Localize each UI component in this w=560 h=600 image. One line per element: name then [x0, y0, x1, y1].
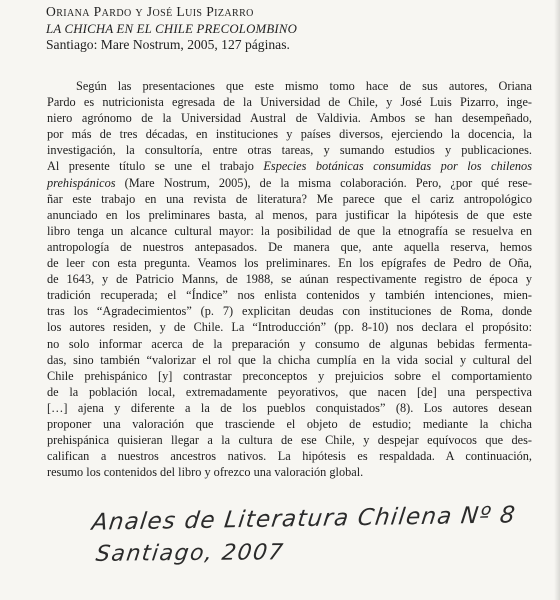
line-text: […] ajena y diferente a la de los pueblos conquistados” (8). Los autores desean	[47, 400, 532, 415]
line-text: investigación, la consultoría, entre otras tareas, y sumando estudios y publicaciones.	[47, 143, 532, 158]
review-line	[47, 432, 532, 448]
review-line	[47, 126, 532, 142]
line-text: antropología de nuestros antepasados. De manera que, ante aquella reserva, hemos	[47, 239, 532, 254]
line-text: de 1643, y de Patricio Manns, de 1988, se aúnan respectivamente registro de época y	[47, 272, 532, 287]
line-text: Chile prehispánico [y] contrastar preconceptos y prejuicios sobre el comportamiento	[47, 368, 532, 383]
review-line	[47, 255, 532, 271]
review-line	[47, 271, 532, 287]
review-line	[47, 175, 532, 191]
review-line	[47, 448, 532, 464]
bibliographic-reference	[46, 4, 297, 54]
review-line	[47, 319, 532, 335]
review-line	[47, 368, 532, 384]
handwritten-source-note: Anales de Literatura Chilena Nº 8	[90, 502, 518, 536]
line-text: no solo informar acerca de la preparación y consumo de algunas bebidas fermenta-	[47, 336, 532, 351]
review-body	[47, 78, 532, 480]
line-text: das, sino también “valorizar el rol que la chicha cumplía en la vida social y cultural del	[47, 352, 532, 367]
line-text: anunciado en los preliminares basta, al menos, para justificar la hipótesis de que este	[47, 207, 532, 222]
review-line	[47, 336, 532, 352]
line-text: Según las presentaciones que este mismo tomo hace de sus autores, Oriana	[76, 79, 532, 93]
review-line	[47, 142, 532, 158]
line-text: (Mare Nostrum, 2005), de la misma colaboración. Pero, ¿por qué rese-	[115, 175, 532, 190]
review-line	[47, 78, 532, 94]
line-text: Al presente título se une el trabajo	[47, 159, 264, 174]
line-text: proponer una valoración que trasciende el objeto de estudio; mediante la chicha	[47, 416, 532, 431]
handwritten-place-date: Santiago, 2007	[94, 540, 286, 567]
italic-title-text: prehispánicos	[47, 175, 116, 190]
review-line	[47, 207, 532, 223]
line-text: niero agrónomo de la Universidad Austral de Valdivia. Ambos se han desempeñado,	[47, 111, 532, 126]
review-line	[47, 110, 532, 126]
line-text: por más de tres décadas, en instituciones y países diversos, ejerciendo la docencia, la	[47, 127, 532, 142]
line-text: resumo los contenidos del libro y ofrezco una valoración global.	[47, 465, 364, 480]
review-line	[47, 303, 532, 319]
review-line	[47, 223, 532, 239]
review-line	[47, 384, 532, 400]
line-text: de la población local, extremadamente peyorativos, que nacen [de] una perspectiva	[47, 384, 532, 399]
review-line	[47, 94, 532, 110]
review-line	[47, 416, 532, 432]
review-line	[47, 191, 532, 207]
line-text: ñar este trabajo en una revista de literatura? Me parece que el cariz antropológico	[47, 191, 532, 206]
review-line	[47, 352, 532, 368]
scan-edge-shadow	[554, 0, 560, 600]
line-text: tras los “Agradecimientos” (p. 7) explicitan deudas con instituciones de Roma, donde	[47, 304, 532, 319]
line-text: libro tenga un alcance cultural mayor: la posibilidad de que la etnografía se resuelva en	[47, 223, 532, 238]
line-text: tradición recuperada; el “Índice” nos enlista contenidos y también intenciones, mien-	[47, 288, 532, 303]
line-text: prehispánica quisieran llegar a la cultura de ese Chile, y despejar equívocos que des-	[47, 433, 532, 448]
review-line	[47, 287, 532, 303]
italic-title-text: Especies botánicas consumidas por los chilenos	[263, 159, 532, 174]
line-text: Pardo es nutricionista egresada de la Universidad de Chile, y José Luis Pizarro, inge-	[47, 95, 532, 110]
review-line	[47, 239, 532, 255]
review-line	[47, 158, 532, 174]
book-authors: Oriana Pardo y José Luis Pizarro	[46, 4, 254, 19]
line-text: los autores residen, y de Chile. La “Introducción” (pp. 8-10) nos declara el propósito:	[47, 320, 532, 335]
line-text: califican a nuestros ancestros nativos. La hipótesis es respaldada. A continuación,	[47, 449, 532, 464]
book-title: LA CHICHA EN EL CHILE PRECOLOMBINO	[46, 21, 298, 36]
book-publication-info: Santiago: Mare Nostrum, 2005, 127 páginas.	[46, 37, 290, 52]
line-text: de leer con esta pregunta. Veamos los preliminares. En los epígrafes de Pedro de Oña,	[47, 256, 532, 271]
review-line	[47, 400, 532, 416]
review-line	[47, 464, 532, 480]
